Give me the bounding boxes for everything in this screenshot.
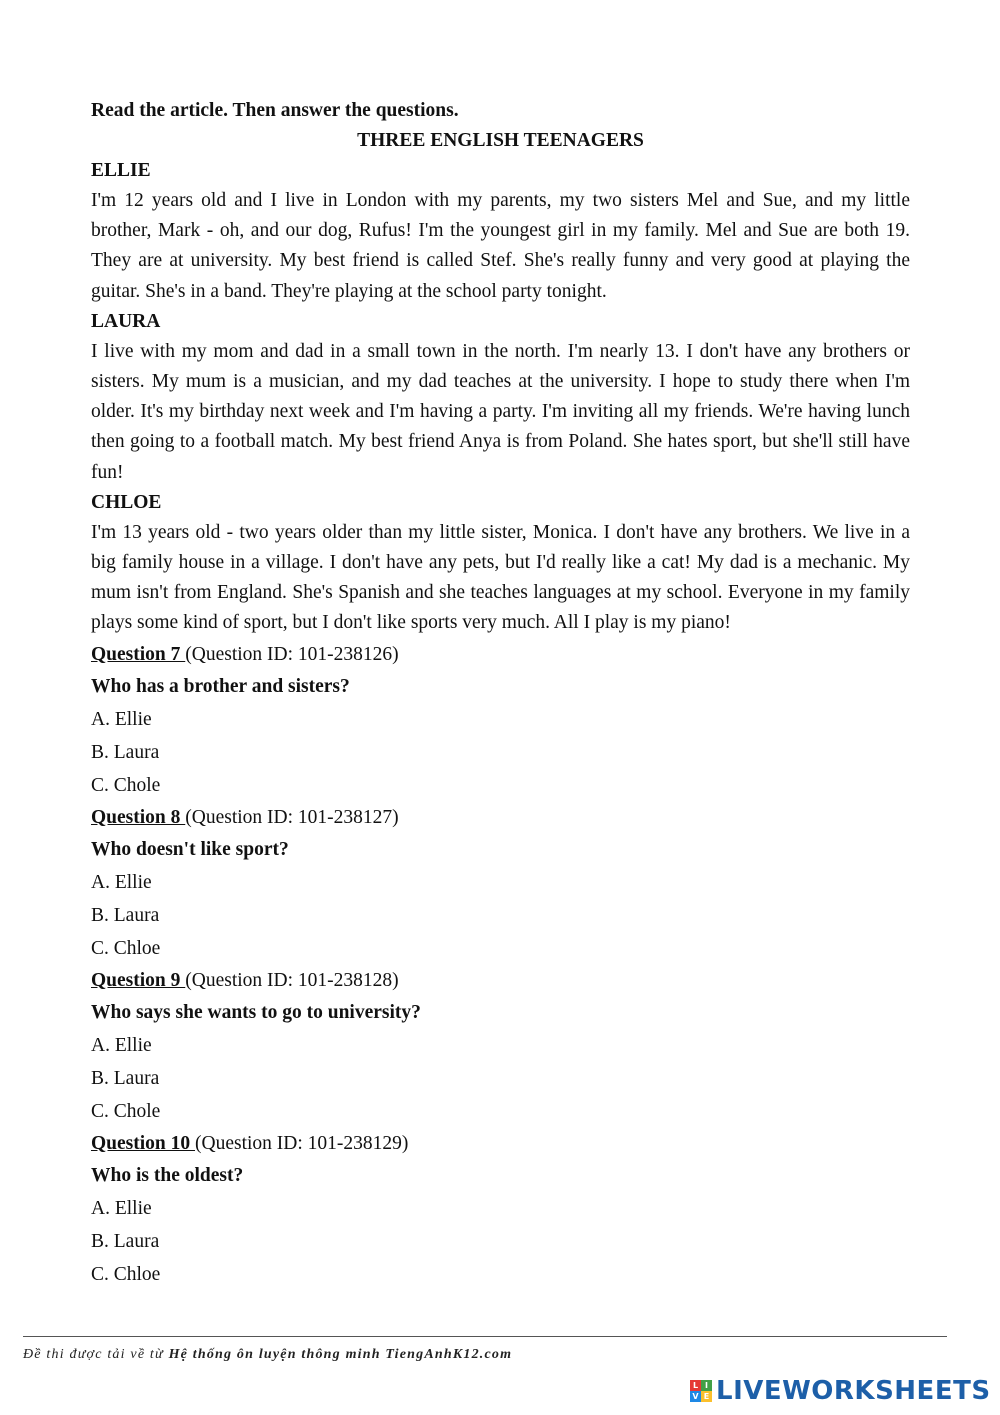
question-label: Question 8 bbox=[91, 806, 186, 828]
footer-source bbox=[23, 1347, 512, 1363]
question-header bbox=[91, 802, 910, 834]
question-text: Who doesn't like sport? bbox=[91, 838, 289, 860]
logo-mark-v: V bbox=[690, 1391, 701, 1402]
section-text: I'm 12 years old and I live in London with my parents, my two sisters Mel and Sue, and my little brother, Mark - oh, and our dog, Rufus! I'm the youngest girl in my family. Mel and Sue are both 19. They are at university. My best friend is called Stef. She's really funny and very good at playing the guitar. She's in a band. They're playing at the school party tonight. bbox=[91, 190, 910, 302]
question-7 bbox=[91, 639, 910, 802]
instruction: Read the article. Then answer the questions. bbox=[91, 100, 459, 121]
section-laura bbox=[91, 307, 910, 488]
footer-divider bbox=[23, 1336, 947, 1337]
option-a[interactable]: A. Ellie bbox=[91, 871, 152, 893]
section-text: I'm 13 years old - two years older than my little sister, Monica. I don't have any brothers. We live in a big family house in a village. I don't have any pets, but I'd really like a cat! My dad is a mechanic. My mum isn't from England. She's Spanish and she teaches languages at my school. Everyone in my family plays some kind of sport, but I don't like sports very much. All I play is my piano! bbox=[91, 521, 910, 634]
option-c[interactable]: C. Chole bbox=[91, 774, 161, 796]
section-name: CHLOE bbox=[91, 491, 162, 513]
option-b[interactable]: B. Laura bbox=[91, 1067, 160, 1089]
question-label: Question 9 bbox=[91, 969, 186, 991]
worksheet-page bbox=[91, 96, 910, 1291]
question-text: Who has a brother and sisters? bbox=[91, 675, 350, 697]
question-header bbox=[91, 639, 910, 671]
section-text: I live with my mom and dad in a small town in the north. I'm nearly 13. I don't have any brothers or sisters. My mum is a musician, and my dad teaches at the university. I hope to study there when I'm older. It's my birthday next week and I'm having a party. I'm inviting all my friends. We're having lunch then going to a football match. My best friend Anya is from Poland. She hates sport, but she'll still have fun! bbox=[91, 340, 910, 483]
option-c[interactable]: C. Chole bbox=[91, 1100, 161, 1122]
option-b[interactable]: B. Laura bbox=[91, 741, 160, 763]
question-id: (Question ID: 101-238126) bbox=[185, 643, 399, 665]
footer-brand: Hệ thống ôn luyện thông minh TiengAnhK12.com bbox=[168, 1347, 513, 1362]
question-id: (Question ID: 101-238128) bbox=[185, 969, 399, 991]
liveworksheets-logo bbox=[690, 1373, 991, 1409]
option-c[interactable]: C. Chloe bbox=[91, 937, 161, 959]
question-10 bbox=[91, 1128, 910, 1291]
logo-mark-e: E bbox=[701, 1391, 712, 1402]
option-b[interactable]: B. Laura bbox=[91, 1230, 160, 1252]
question-text: Who is the oldest? bbox=[91, 1164, 244, 1186]
section-ellie bbox=[91, 156, 910, 307]
question-8 bbox=[91, 802, 910, 965]
question-header bbox=[91, 1128, 910, 1160]
logo-mark-icon bbox=[690, 1380, 712, 1402]
option-c[interactable]: C. Chloe bbox=[91, 1263, 161, 1285]
question-id: (Question ID: 101-238127) bbox=[185, 806, 399, 828]
logo-mark-l: L bbox=[690, 1380, 701, 1391]
logo-text: LIVEWORKSHEETS bbox=[716, 1376, 991, 1406]
option-a[interactable]: A. Ellie bbox=[91, 1197, 152, 1219]
question-9 bbox=[91, 965, 910, 1128]
section-name: LAURA bbox=[91, 310, 161, 332]
question-label: Question 7 bbox=[91, 643, 186, 665]
option-a[interactable]: A. Ellie bbox=[91, 1034, 152, 1056]
option-b[interactable]: B. Laura bbox=[91, 904, 160, 926]
option-a[interactable]: A. Ellie bbox=[91, 708, 152, 730]
footer-prefix: Đề thi được tải về từ bbox=[23, 1347, 169, 1362]
section-chloe bbox=[91, 488, 910, 639]
section-name: ELLIE bbox=[91, 160, 151, 181]
question-id: (Question ID: 101-238129) bbox=[195, 1132, 409, 1154]
question-header bbox=[91, 965, 910, 997]
question-text: Who says she wants to go to university? bbox=[91, 1001, 421, 1023]
logo-mark-i: I bbox=[701, 1380, 712, 1391]
article-title: THREE ENGLISH TEENAGERS bbox=[357, 130, 644, 151]
question-label: Question 10 bbox=[91, 1132, 196, 1154]
